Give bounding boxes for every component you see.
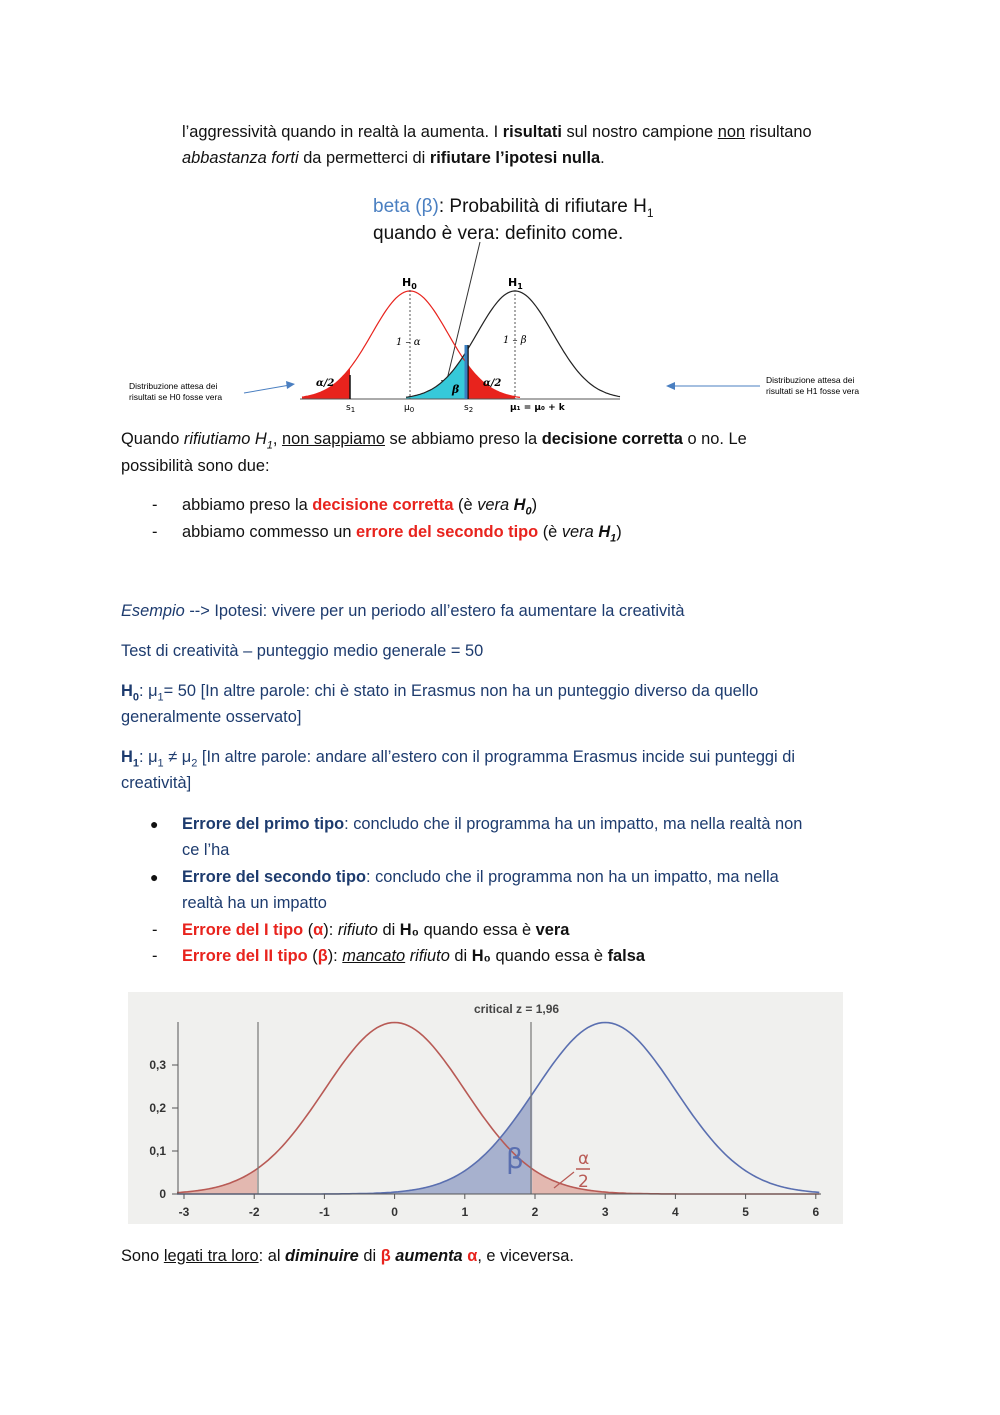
beta-label: β xyxy=(506,1142,524,1175)
paragraph-rifiutiamo-line2: possibilità sono due: xyxy=(121,457,270,475)
list-item-correct: abbiamo preso la decisione corretta (è vera $H_0$) xyxy=(182,496,538,518)
x-tick-label: -1 xyxy=(319,1205,330,1219)
alpha-half-right-label: α/2 xyxy=(483,378,502,389)
list-dash: - xyxy=(152,921,158,939)
h1-label: $H_1$ xyxy=(508,276,523,291)
x-tick-label: -2 xyxy=(248,1205,260,1219)
note-left-line2: risultati se H0 fosse vera xyxy=(129,392,223,402)
italic-esempio: Esempio xyxy=(121,602,185,620)
text: sul nostro campione xyxy=(561,123,718,141)
title-rest: : Probabilità di rifiutare H xyxy=(438,196,647,217)
underlined-legati: legati tra loro xyxy=(163,1247,259,1265)
title-beta: beta (β) xyxy=(373,196,439,217)
error-type-one: Errore del I tipo (α): rifiuto di H₀ quando essa è vera xyxy=(182,921,570,939)
mu1-label: μ₁ = μ₀ + k xyxy=(510,403,565,413)
underlined-non: non xyxy=(717,123,746,141)
h1-line1: $H_1$: $\mu_1 \ne \mu_2$ [In altre parole: andare all’estero con il programma Erasmus incide sui punteggi di xyxy=(121,748,796,770)
alpha-half-left-label: α/2 xyxy=(316,378,335,389)
critical-z-label: critical z = 1,96 xyxy=(474,1002,560,1016)
note-left-line1: Distribuzione attesa dei xyxy=(129,381,218,391)
x-tick-label: 2 xyxy=(531,1205,539,1219)
note-right-line1: Distribuzione attesa dei xyxy=(766,375,855,385)
beta-probability-figure xyxy=(120,190,880,418)
list-dash: - xyxy=(152,523,158,541)
arrow-right-head xyxy=(666,382,675,390)
paragraph-intro-line1 xyxy=(182,121,812,143)
test-line: Test di creatività – punteggio medio generale = 50 xyxy=(121,642,484,660)
arrow-left-head xyxy=(286,381,295,389)
one-minus-alpha-label: 1 – α xyxy=(396,337,421,348)
h0-label: $H_0$ xyxy=(402,276,417,291)
bullet-error-second-line2: realtà ha un impatto xyxy=(182,894,327,912)
note-right-line2: risultati se H1 fosse vera xyxy=(766,386,860,396)
text: risultano xyxy=(745,123,812,141)
bullet-error-first-line2: ce l’ha xyxy=(182,841,230,859)
h0-line2: generalmente osservato] xyxy=(121,708,302,726)
example-line: Esempio --> Ipotesi: vivere per un periodo all’estero fa aumentare la creatività xyxy=(121,602,685,620)
beta-region-label: β xyxy=(452,383,460,396)
title-sub: 1 xyxy=(646,206,654,220)
list-item-error-second: abbiamo commesso un errore del secondo tipo (è vera $H_1$) xyxy=(182,523,622,545)
alpha-numerator: α xyxy=(578,1149,590,1169)
x-tick-label: 3 xyxy=(601,1205,609,1219)
paragraph-rifiutiamo-line1: Quando rifiutiamo $H_1$, non sappiamo se abbiamo preso la decisione corretta o no. Le xyxy=(121,430,747,452)
error-type-two: Errore del II tipo (β): mancato rifiuto di H₀ quando essa è falsa xyxy=(182,947,645,965)
figure1-title-line2: quando è vera: definito come. xyxy=(373,223,624,244)
closing-line: Sono legati tra loro: al diminuire di β aumenta α, e viceversa. xyxy=(121,1247,574,1265)
underlined-non-sappiamo: non sappiamo xyxy=(282,430,385,448)
bold-decisione-corretta: decisione corretta xyxy=(541,430,683,448)
h0-line1: $H_0$: $\mu_1= 50$ [In altre parole: chi è stato in Erasmus non ha un punteggio diverso da quello xyxy=(121,682,759,704)
y-tick-label: 0 xyxy=(159,1187,166,1201)
y-tick-label: 0,2 xyxy=(149,1101,166,1115)
bold-text: rifiutare l’ipotesi nulla xyxy=(429,149,601,167)
bullet-error-second: Errore del secondo tipo: concludo che il programma non ha un impatto, ma nella xyxy=(182,868,779,886)
text: l’aggressività quando in realtà la aumenta. I xyxy=(182,123,503,141)
italic-text: abbastanza forti xyxy=(182,149,299,167)
list-dash: - xyxy=(152,947,158,965)
text: . xyxy=(600,149,605,167)
x-tick-label: -3 xyxy=(178,1205,190,1219)
y-tick-label: 0,3 xyxy=(149,1058,166,1072)
x-tick-label: 0 xyxy=(391,1205,398,1219)
alpha-denominator: 2 xyxy=(578,1172,589,1192)
bullet-dot: ● xyxy=(150,869,159,885)
paragraph-intro-line2 xyxy=(182,147,605,169)
y-tick-label: 0,1 xyxy=(149,1144,166,1158)
arrow-left-line xyxy=(244,385,290,393)
h1-line2: creatività] xyxy=(121,774,192,792)
x-tick-label: 4 xyxy=(672,1205,679,1219)
bold-risultati: risultati xyxy=(502,123,562,141)
bullet-error-first: Errore del primo tipo: concludo che il programma ha un impatto, ma nella realtà non xyxy=(182,815,803,833)
mu0-label: $\mu_0$ xyxy=(404,403,415,414)
critical-z-figure xyxy=(128,992,843,1224)
one-minus-beta-label: 1 – β xyxy=(503,335,527,346)
list-dash: - xyxy=(152,496,158,514)
s1-label: $s_1$ xyxy=(346,403,356,414)
bullet-dot: ● xyxy=(150,816,159,832)
x-tick-label: 1 xyxy=(461,1205,469,1219)
figure1-title xyxy=(373,196,654,220)
text: da permetterci di xyxy=(298,149,430,167)
x-tick-label: 6 xyxy=(812,1205,820,1219)
s2-label: $s_2$ xyxy=(464,403,474,414)
x-tick-label: 5 xyxy=(742,1205,749,1219)
